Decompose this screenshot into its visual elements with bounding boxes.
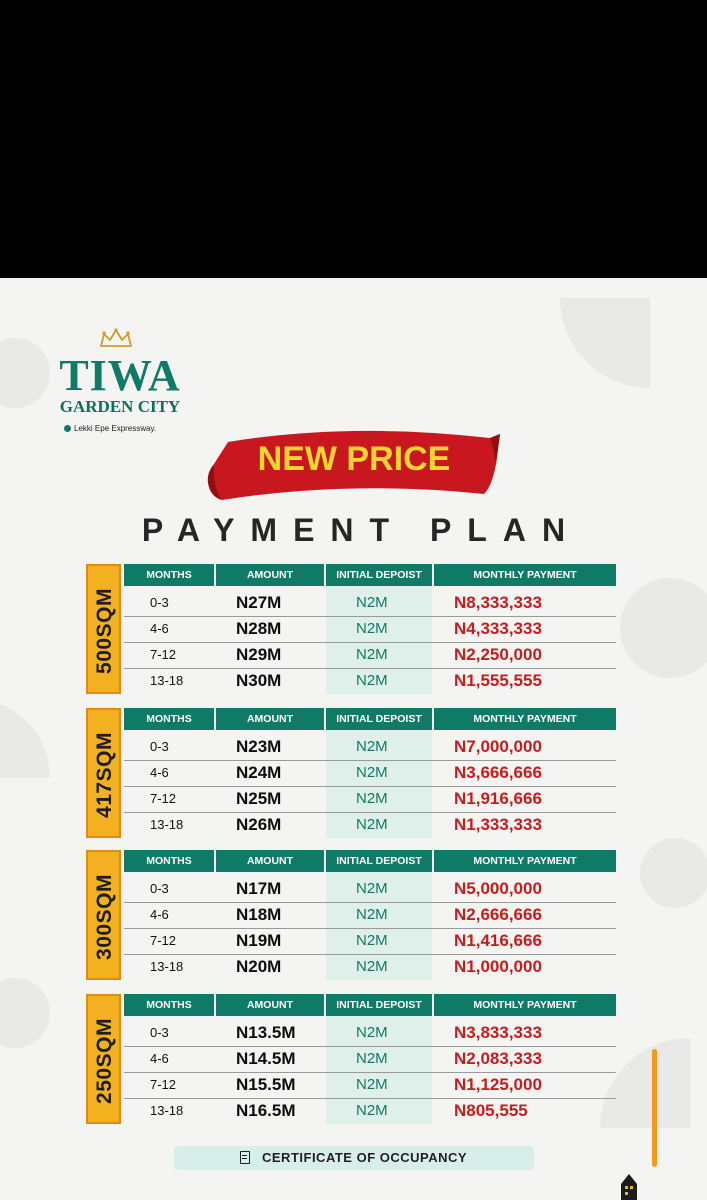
table-row bbox=[124, 1098, 616, 1124]
monthly-cell: N5,000,000 bbox=[454, 879, 542, 898]
header-deposit: INITIAL DEPOIST bbox=[326, 850, 432, 872]
header-deposit: INITIAL DEPOIST bbox=[326, 708, 432, 730]
crown-icon bbox=[98, 328, 134, 350]
monthly-cell: N3,666,666 bbox=[454, 763, 542, 782]
deposit-cell: N2M bbox=[356, 816, 388, 833]
deposit-cell: N2M bbox=[356, 764, 388, 781]
monthly-cell: N2,083,333 bbox=[454, 1049, 542, 1068]
page-title: PAYMENT PLAN bbox=[141, 512, 582, 548]
deposit-cell: N2M bbox=[356, 790, 388, 807]
monthly-cell: N8,333,333 bbox=[454, 593, 542, 612]
deposit-cell: N2M bbox=[356, 1024, 388, 1041]
certificate-badge bbox=[174, 1146, 534, 1170]
header-monthly: MONTHLY PAYMENT bbox=[434, 850, 616, 872]
header-deposit: INITIAL DEPOIST bbox=[326, 994, 432, 1016]
monthly-cell: N4,333,333 bbox=[454, 619, 542, 638]
amount-cell: N18M bbox=[236, 905, 282, 924]
months-cell: 0-3 bbox=[150, 881, 169, 896]
monthly-cell: N1,125,000 bbox=[454, 1075, 542, 1094]
table-row bbox=[124, 928, 616, 954]
monthly-cell: N805,555 bbox=[454, 1101, 528, 1120]
monthly-cell: N1,416,666 bbox=[454, 931, 542, 950]
header-amount: AMOUNT bbox=[216, 994, 324, 1016]
deposit-cell: N2M bbox=[356, 1076, 388, 1093]
brand-name: TIWA bbox=[59, 351, 181, 400]
table-row bbox=[124, 760, 616, 786]
header-amount: AMOUNT bbox=[216, 850, 324, 872]
plan-section-500sqm bbox=[86, 564, 626, 696]
monthly-cell: N1,555,555 bbox=[454, 671, 542, 690]
plan-section-250sqm bbox=[86, 994, 626, 1126]
monthly-cell: N3,833,333 bbox=[454, 1023, 542, 1042]
bg-shape bbox=[0, 978, 50, 1048]
table-row bbox=[124, 1072, 616, 1098]
header-months: MONTHS bbox=[124, 564, 214, 586]
location-text: Lekki Epe Expressway. bbox=[74, 424, 157, 433]
header-monthly: MONTHLY PAYMENT bbox=[434, 708, 616, 730]
flyer bbox=[0, 278, 707, 1200]
months-cell: 13-18 bbox=[150, 959, 184, 974]
header-months: MONTHS bbox=[124, 708, 214, 730]
months-cell: 4-6 bbox=[150, 1051, 169, 1066]
certificate-label: CERTIFICATE OF OCCUPANCY bbox=[262, 1150, 468, 1165]
bg-shape bbox=[0, 338, 50, 408]
deposit-cell: N2M bbox=[356, 958, 388, 975]
highlight-marker bbox=[652, 1049, 657, 1167]
table-row bbox=[124, 734, 616, 760]
table-row bbox=[124, 954, 616, 980]
table-row bbox=[124, 616, 616, 642]
months-cell: 7-12 bbox=[150, 791, 177, 806]
plot-size-tab bbox=[86, 564, 121, 694]
months-cell: 13-18 bbox=[150, 673, 184, 688]
plot-size-label: 300SQM bbox=[93, 874, 116, 960]
months-cell: 4-6 bbox=[150, 621, 169, 636]
location bbox=[64, 424, 156, 433]
months-cell: 7-12 bbox=[150, 933, 177, 948]
house-icon bbox=[619, 1172, 639, 1200]
amount-cell: N19M bbox=[236, 931, 282, 950]
table-row bbox=[124, 642, 616, 668]
deposit-cell: N2M bbox=[356, 738, 388, 755]
deposit-cell: N2M bbox=[356, 880, 388, 897]
table-row bbox=[124, 1020, 616, 1046]
months-cell: 0-3 bbox=[150, 739, 169, 754]
deposit-cell: N2M bbox=[356, 1102, 388, 1119]
header-months: MONTHS bbox=[124, 850, 214, 872]
monthly-cell: N1,000,000 bbox=[454, 957, 542, 976]
header-deposit: INITIAL DEPOIST bbox=[326, 564, 432, 586]
monthly-cell: N1,916,666 bbox=[454, 789, 542, 808]
deposit-cell: N2M bbox=[356, 594, 388, 611]
amount-cell: N29M bbox=[236, 645, 282, 664]
months-cell: 13-18 bbox=[150, 817, 184, 832]
header-amount: AMOUNT bbox=[216, 564, 324, 586]
deposit-cell: N2M bbox=[356, 906, 388, 923]
table-row bbox=[124, 876, 616, 902]
months-cell: 13-18 bbox=[150, 1103, 184, 1118]
bg-shape bbox=[640, 838, 707, 908]
amount-cell: N17M bbox=[236, 879, 282, 898]
bg-shape bbox=[0, 698, 50, 778]
months-cell: 4-6 bbox=[150, 765, 169, 780]
table-row bbox=[124, 1046, 616, 1072]
months-cell: 7-12 bbox=[150, 1077, 177, 1092]
table-row bbox=[124, 590, 616, 616]
amount-cell: N27M bbox=[236, 593, 282, 612]
header-monthly: MONTHLY PAYMENT bbox=[434, 994, 616, 1016]
months-cell: 0-3 bbox=[150, 1025, 169, 1040]
new-price-label: NEW PRICE bbox=[257, 440, 451, 478]
monthly-cell: N7,000,000 bbox=[454, 737, 542, 756]
amount-cell: N20M bbox=[236, 957, 282, 976]
monthly-cell: N2,666,666 bbox=[454, 905, 542, 924]
table-row bbox=[124, 902, 616, 928]
table-row bbox=[124, 786, 616, 812]
bg-shape bbox=[560, 298, 650, 388]
amount-cell: N16.5M bbox=[236, 1101, 296, 1120]
months-cell: 0-3 bbox=[150, 595, 169, 610]
plan-section-300sqm bbox=[86, 850, 626, 982]
amount-cell: N24M bbox=[236, 763, 282, 782]
deposit-cell: N2M bbox=[356, 646, 388, 663]
plot-size-tab bbox=[86, 708, 121, 838]
monthly-cell: N2,250,000 bbox=[454, 645, 542, 664]
amount-cell: N15.5M bbox=[236, 1075, 296, 1094]
amount-cell: N30M bbox=[236, 671, 282, 690]
plot-size-tab bbox=[86, 994, 121, 1124]
months-cell: 7-12 bbox=[150, 647, 177, 662]
amount-cell: N23M bbox=[236, 737, 282, 756]
amount-cell: N14.5M bbox=[236, 1049, 296, 1068]
plan-section-417sqm bbox=[86, 708, 626, 840]
plot-size-label: 417SQM bbox=[93, 732, 116, 818]
header-amount: AMOUNT bbox=[216, 708, 324, 730]
table-row bbox=[124, 668, 616, 694]
plot-size-label: 500SQM bbox=[93, 588, 116, 674]
location-pin-icon bbox=[64, 425, 71, 432]
months-cell: 4-6 bbox=[150, 907, 169, 922]
header-months: MONTHS bbox=[124, 994, 214, 1016]
deposit-cell: N2M bbox=[356, 1050, 388, 1067]
deposit-cell: N2M bbox=[356, 620, 388, 637]
bg-shape bbox=[620, 578, 707, 678]
monthly-cell: N1,333,333 bbox=[454, 815, 542, 834]
deposit-cell: N2M bbox=[356, 932, 388, 949]
amount-cell: N26M bbox=[236, 815, 282, 834]
table-row bbox=[124, 812, 616, 838]
brand-subname: GARDEN CITY bbox=[59, 397, 181, 416]
plot-size-label: 250SQM bbox=[93, 1018, 116, 1104]
plot-size-tab bbox=[86, 850, 121, 980]
amount-cell: N25M bbox=[236, 789, 282, 808]
document-icon bbox=[240, 1151, 250, 1164]
header-monthly: MONTHLY PAYMENT bbox=[434, 564, 616, 586]
amount-cell: N13.5M bbox=[236, 1023, 296, 1042]
deposit-cell: N2M bbox=[356, 672, 388, 689]
amount-cell: N28M bbox=[236, 619, 282, 638]
